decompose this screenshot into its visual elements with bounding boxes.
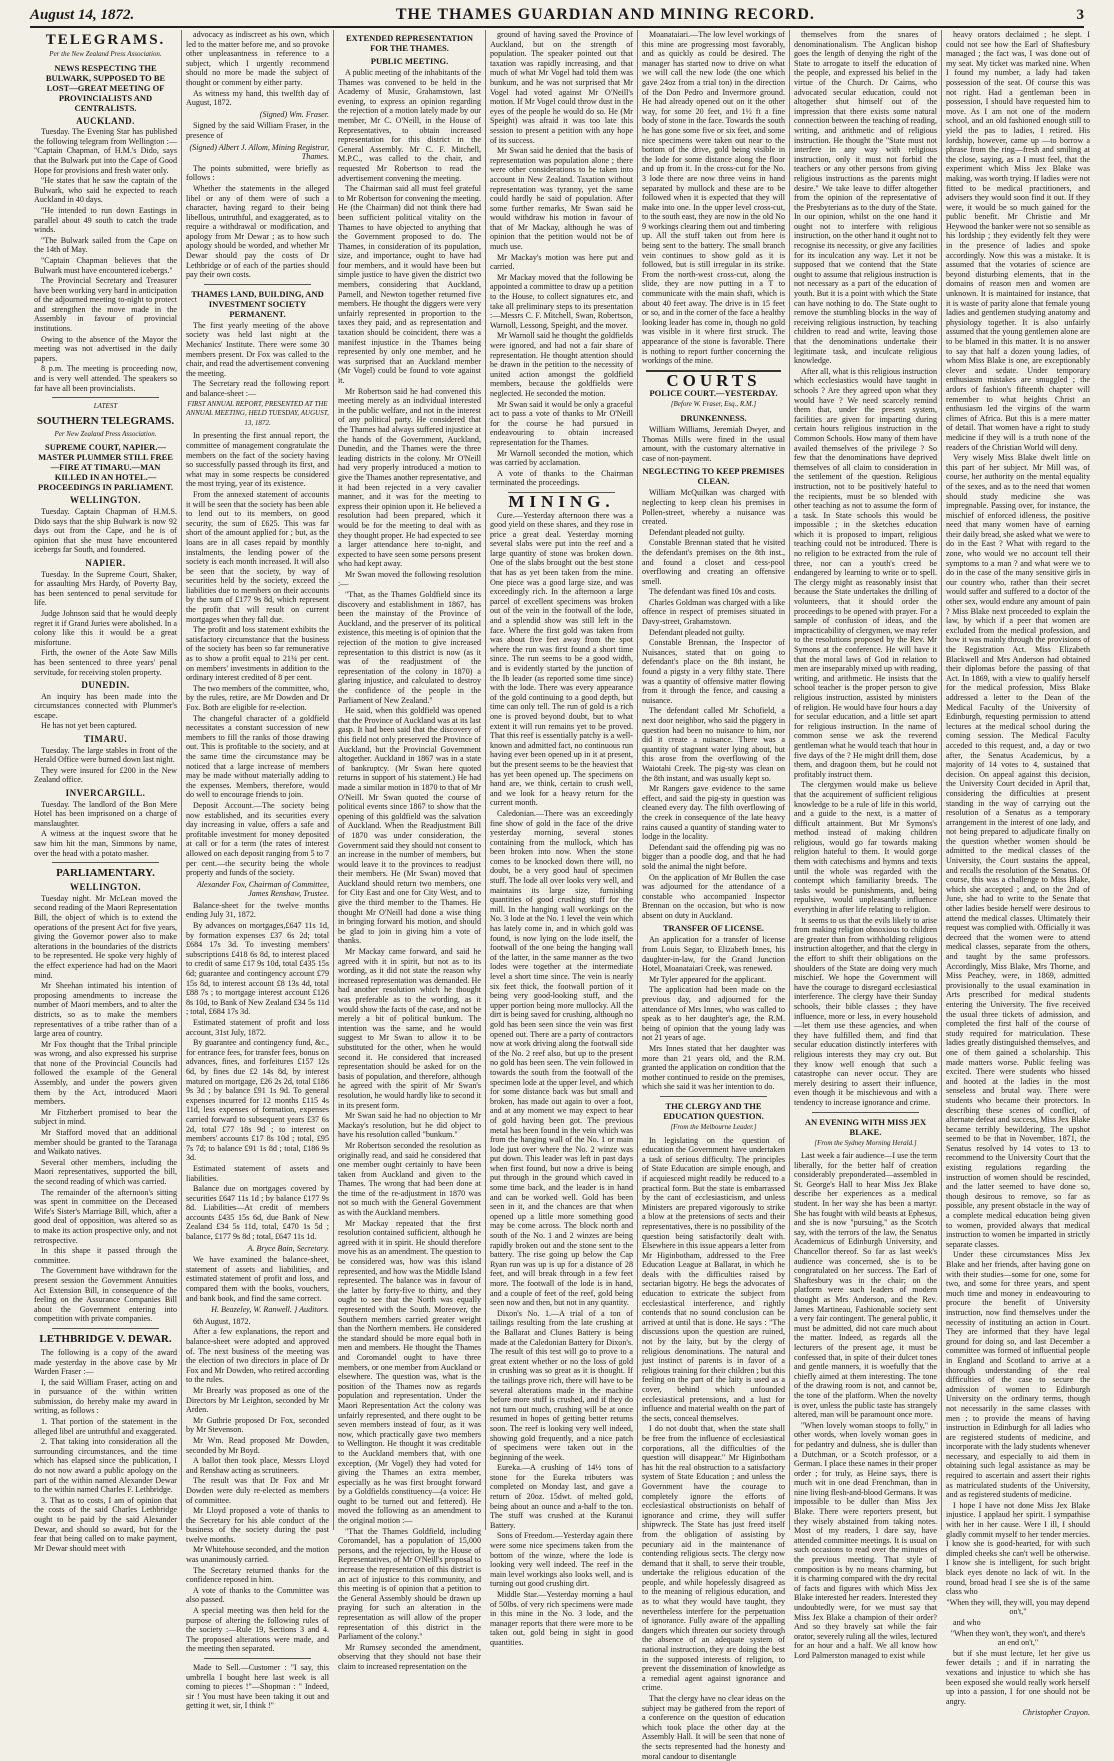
paragraph: but if she must lecture, let her give us fewer details ; and if in narrating the vexations and injustice to which she has been exposed she would really work herself up into a passion, I for one should not be angry. [946,1648,1090,1706]
paragraph: Mr Mackay came forward, and said he agreed with it in spirit, but not as to its wording, as it did not state the reason why increased representation was demanded. He had another resolution which he thought was preferable as to the wording, as it would show the facts of the case, and not be merely a bit of political bunkum. The intention was the same, and he would suggest to Mr Swan to allow it to be substituted for the other, when he would second it. He considered that increased representation should be asked for on the basis of population, and therefore, although he agreed with the spirit of Mr Swan's resolution, he would hardly like to second it in its present form. [338,947,481,1110]
divider [204,284,311,285]
paragraph: An inquiry has been made into the circumstances connected with Plummer's escape. [34,691,177,720]
paragraph: Estimated statement of assets and liabilities. [186,1163,329,1183]
paragraph: Last week a fair audience—I use the term liberally, for the better half of creation considerably preponderated—assembled in St. George's Hall to hear Miss Jex Blake describe her experiences as a medical student. In her way she has been a martyr. She has fought with wild beasts at Ephesus, and she is now "pursuing," as the Scotch say, with the terrors of the law, the Senatus Academicus of Edinburgh University, and Chancellor thereof. So far as last week's audience was concerned, she is to be congratulated on her success. The Earl of Shaftesbury was in the chair; on the platform were such leaders of modern thought as Mrs Anderson, and the Rev. James Martineau, Fashionable society sent a very fair contingent. The general public, it must be admitted, did not care much about the matter. Indeed, as regards all the lecturers of the present age, it must be confessed that, in spite of their dulcet tones and gentle manners, it is woefully that the chiefly aimed at them interesting. The tone of the drawing room is not, and cannot be, the tone of the platform. When the novelty is over, unless the public taste has strangely altered, man will be paramount once more. [794,1151,937,1420]
divider [660,1096,767,1097]
paragraph: They were insured for £200 in the New Zealand office. [34,765,177,785]
paragraph: The defendant was fined 10s and costs. [649,587,776,597]
paragraph: Eureka.—A crushing of 14½ tons of stone for the Eureka tributers was completed on Monday last, and gave a return of 20oz. 15dwt. of melted gold, being about an ounce and a-half to the ton. The stuff was crushed at the Kuranui Battery. [490,1463,633,1530]
paragraph: We have examined the balance-sheet, statement of assets and liabilities, and estimated statement of profit and loss, and compared them with the books, vouchers, and bank book, and find the same correct. [186,1255,329,1303]
paragraph: After a few explanations, the report and balance-sheet were adopted and approved of. The next business of the meeting was the election of two directors in place of Dr Fox and Mr Dowden, who retired according to the rules. [186,1327,329,1385]
paragraph: The application had been made on the previous day, and adjourned for the attendance of Mrs Innes, who was called to speak as to her daughter's age, the R.M. being of opinion that the young lady was not 21 years of age. [642,985,785,1043]
paragraph: He has not yet been captured. [41,721,137,731]
paragraph: Mr Warnoll said he thought the goldfields were ignored, and had not a fair share of representation. He thought attention should be drawn in the petition to the necessity of united action amongst the goldfield members, because the goldfields were neglected. He seconded the motion. [490,331,633,398]
paragraph: themselves from the snares of denominationalism. The Anglican bishop goes the length of denying the right of the State to arrogate to itself the education of the people, and expressed his belief in the virtue of the Church. Dr Cairns, who advocated secular education, could not altogether shut himself out of the impression that there exists some natural connection between the teaching of reading, writing, and arithmetic and of religious instruction. He thought the "State must not interfere in any way with religious instruction, only it must not forbid the teachers or any other persons from giving religious instructions as the parents might desire." We take leave to differ altogether from the opinion of the representative of the Presbyterians as to the duty of the State. In our opinion, whilst on the one hand it ought not to interfere with religious instruction, on the other hand it ought not to recognise its necessity, or give any facilities for its inculcation any way. Let it not be supposed that we contend that the State ought to assume that religious instruction is not necessary as a part of the education of youth. But it is a point with which the State can have nothing to do. The State ought to remove the stumbling blocks in the way of receiving religious instruction, by teaching children to read and write, leaving those that the denominations undertake their legitimate task, and inculcate religious knowledge. [794,30,937,366]
paragraph: 3. That as to costs, I am of opinion that the costs of the said Charles Lethbridge ought to be paid by the said Alexander Dewar, and should so award, but for the fear that being called on to make payment, Mr Dewar should meet with [34,1495,177,1553]
paragraph: Owing to the absence of the Mayor the meeting was not advertised in the daily papers. [34,334,177,363]
issue-date: August 14, 1872. [30,6,135,23]
section-heading-mining: MINING. [508,491,615,511]
signature: Alexander Fox, Chairman of Committee, James Renshaw, Trustee. [196,879,329,899]
paragraph: advocacy as indiscreet as his own, which led to the matter before me, and so provoke other unpleasantness in reference to a subject, which I urgently recommend should no more be made the subject of thought or comment by either party. [186,30,329,87]
divider [52,1328,159,1329]
divider [52,397,159,398]
column-7 [942,30,1094,1718]
paragraph: From the annexed statement of accounts it will be seen that the society has been able to lend out to its members, on good security, the sum of £625. This was far short of the amount applied for ; but, as the loans are in all cases repaid by monthly instalments, the lending power of the society is each month increased. It will also be seen that the society, by way of securities held by the society, exceed the liabilities due to members on their accounts by the sum of £177 9s 8d, which represent the profit that will result on current mortgages when they fall due. [186,489,329,624]
paragraph: Mr Rangers gave evidence to the same effect, and said the pig-sty in question was cleaned every day. The filth overflowing of the creek in consequence of the late heavy rains caused a quantity of standing water to lodge in the locality. [642,784,785,842]
paragraph: The following is a copy of the award made yesterday in the above case by Mr Warden Fraser :— [34,1347,177,1377]
paragraph: Mr Stafford moved that an additional member should be granted to the Taranaga and Waikato natives. [34,1128,177,1157]
paragraph: The first yearly meeting of the above society was held last night at the Mechanics' Institute. There were some 30 members present. Dr Fox was called to the chair, and read the advertisement convening the meeting. [186,320,329,378]
paragraph: Signed by the said William Fraser, in the presence of [186,121,329,140]
column-6 [790,30,942,1660]
paragraph: Middle Star.—Yesterday morning a haul of 50lbs. of very rich specimens were made in this mine in the No. 3 lode, and the manager reports that there were more to be taken out, gold being in sight in good quantities. [490,1590,633,1647]
paragraph: The Secretary returned thanks for the confidence reposed in him. [186,1565,329,1585]
section-heading-southern: SOUTHERN TELEGRAMS. [36,414,175,427]
paragraph: Mr Whitehouse seconded, and the motion was unanimously carried. [186,1545,329,1565]
paragraph: Mr Mackay moved that the following be appointed a committee to draw up a petition to the House, to collect signatures etc, and take all preliminary steps to its presentation :—Messrs C. F. Mitchell, Swan, Robertson, Warnoll, Lessong, Speight, and the mover. [490,272,633,330]
paragraph: The clergymen would make us believe that the acquirement of sufficient religious knowledge to be a rule of life in this world, and a guide to the next, is a matter of difficult attainment. But Mr Symons's method instead of making children religious, would go far towards making religion hateful to them. It would gorge them with catechisms and hymns and texts until the whole was regarded with the contempt which familiarity breeds. The tasks would be punishments, and, being repulsive, would unpleasantly influence everything in after life relating to religion. [794,780,937,915]
paragraph: I, the said William Fraser, acting on and in pursuance of the within written submission, do hereby make my award in writing, as follows : [34,1377,177,1416]
paragraph: By guarantee and contingency fund, &c., for entrance fees, for transfer fees, bonus on advances, fines, and forfeitures £157 12s 6d, by fines due £2 14s 8d, by interest matured on mortgage, £26 2s 2d, total £186 9s 3d ; by balance £91 1s 9d. To general expenses incurred for 12 months £115 4s 11d, less expenses of formation, expenses carried forward to subsequent years £37 6s 2d, total £77 18s 9d ; to interest on members' accounts £17 8s 10d ; total, £95 7s 7d; to balance £91 1s 8d ; total, £186 9s 3d. [186,1038,329,1163]
paragraph: A public meeting of the inhabitants of the Thames was convened to be held in the Academy of Music, Grahamstown, last evening, to express an opinion regarding the rejection of a motion lately made by our member, Mr C. O'Neill, in the House of Representatives, to obtain increased representation for this district in the General Assembly. Mr C. F. Mitchell, M.P.C., was called to the chair, and requested Mr Robertson to read the advertisement convening the meeting. [338,68,481,183]
paragraph: Dixon's No. 1.—A trial of a ton of tailings resulting from the late crushing at the Ballarat and Clunes Battery is being made at the Caledonian Battery for Dixon's. The result of this test will go to prove to a great extent whether or no the loss of gold in crushing was so great as it is thought. If the tailings prove rich, there will have to be several alterations made in the machine before more stuff is crushed, and if they do not turn out much, crushing will be at once resumed in hopes of getting better returns soon. The reef is looking very well indeed, showing gold frequently, and a nice patch of specimens were taken out in the beginning of the week. [490,1308,633,1462]
column-3 [334,30,486,1671]
paragraph: The Chairman said all must feel grateful to Mr Robertson for convening the meeting. He (the Chairman) did not think there had been sufficient political vitality on the Thames to have objected to anything that the Government proposed to do. The Thames, in consideration of its population, size, and importance, ought to have had four members, and it would have been but simple justice to have given the district two members, considering that Auckland, Parnell, and Newton together returned five members. He thought the diggers were very unfairly represented in proportion to the taxes they paid, and as representation and taxation should be coincident, there was a manifest injustice in the Thames being represented by only one member, and he was surprised that an Auckland member (Mr Vogel) could be found to vote against it. [338,184,481,385]
paragraph: Cure.—Yesterday afternoon there was a good yield on these shares, and they rose in price a great deal. Yesterday morning several slabs were put into the reef and a large quantity of stone was broken down. One of the slabs brought out the best stone that has as yet been taken from the mine. One piece was a good large size, and was exceedingly rich. In the afternoon a large parcel of excellent specimens was broken out of the vein in the footwall of the lode, and a splendid show was still left in the face. Where the first gold was taken from was about five feet away from the spot where the run was first found a short time since. The run seems to be a good width, and is evidently started by the junction of the Ib leader (as reported some time since) with the lode. There was every appearance of the gold continuing to a good depth, but time can only tell. The run of gold is a rich one is proved beyond doubt, but to what extent it will run remains yet to be proved. That this reef is essentially patchy is a well-known and admitted fact, no continuous run having ever been opened up in it at present, but the present seems to be the heaviest that has yet been opened up. The specimens on hand are, we think, certain to crush well, and we look for a heavy return for the current month. [490,510,633,808]
paragraph: On the application of Mr Bullen the case was adjourned for the attendance of a constable who accompanied Inspector Brennan on the occasion, but who is now absent on duty in Auckland. [642,872,785,920]
paragraph: Tuesday. The Evening Star has published the following telegram from Wellington :— "Captain Chapman, of H.M.'s Dido, says that the Bulwark put into the Cape of Good Hope for provisions and fresh water only. [34,127,177,175]
signature: A. Bryce Bain, Secretary. [247,1243,329,1253]
section-heading-courts: COURTS [666,370,761,390]
paragraph: Mr Robertson said he had convened this meeting merely as an individual interested in the public welfare, and not in the interest of any political party. He considered that the Thames had always suffered injustice at the hands of the Government, Auckland, Dunedin, and the Thames were the three leading districts in the colony. Mr O'Neill had very properly introduced a motion to give the Thames another representative, and it had been rejected in a very cavalier manner, and it was for the meeting to express their opinion upon it. He believed a resolution had been prepared, which it would be for the meeting to deal with as they thought proper. He had expected to see a larger attendance here to-night, and expected to have seen some persons present who had kept away. [338,386,481,569]
paragraph: Mr Swan moved the following resolution :— [338,569,481,589]
paragraph: Mrs Innes stated that her daughter was more than 21 years old, and the R.M. granted the application on condition that the mother continued to reside on the premises, which she said it was her intention to do. [642,1044,785,1092]
paragraph: A ballot then took place, Messrs Lloyd and Renshaw acting as scrutineers. [186,1456,329,1475]
paragraph: Mr Robertson seconded the resolution as originally read, and said he considered that one member ought certainly to have been taken from Auckland and given to the Thames. The wrong that had been done at the time of the re-adjustment in 1870 was not so much with the General Government as with the Auckland members. [338,1140,481,1218]
column-5 [638,30,790,1761]
press-credit: Per the New Zealand Press Association. [49,50,162,58]
case-heading: TRANSFER OF LICENSE. [663,923,764,934]
paragraph: The remainder of the afternoon's sitting was spent in committee on the Deceased Wife's Sister's Marriage Bill, which, after a good deal of opposition, was altered so as to make its action prospective only, and not retrospective. [34,1187,177,1245]
case-heading: DRUNKENNESS. [680,412,747,423]
paragraph: ground of having saved the Province of Auckland, but on the strength of population. The speaker pointed out that taxation was rapidly increasing, and that much of what Mr Vogel had told them was bunkum, and he was not surprised that Mr Vogel had voted against Mr O'Neill's motion. If Mr Vogel could throw dust in the eyes of the people he would do so. He (Mr Speight) was afraid it was too late this session to present a petition with any hope of its success. [490,30,633,145]
column-1 [30,30,182,1553]
signature: (Signed) Wm. Fraser. [259,109,329,119]
paragraph: Charles Goldman was charged with a like offence in respect of premises situated in Davy-street, Grahamstown. [642,597,785,627]
paragraph: In legislating on the question of education the Government have undertaken a task of serious difficulty. The principles of State Education are simple enough, and if acquiesced might readily be reduced to a practical form. But the state is embarrassed by the cant of ecclesiasticism, and unless Ministers are prepared vigorously to strike a blow at the pretensions of sects and their representatives, there is no possibility of the question being satisfactorily dealt with. Elsewhere in this issue appears a letter from Mr Higinbotham, addressed to the Free Education League at Ballarat, in which he deals with the difficulties raised by sectarian bigotry. He begs the advocates of education to extricate the subject from ecclesiastical interference, and rightly contends that no sound conclusion can be arrived at until that is done. He says : "The discussions upon the question are ruined, not by the laity, but by the clergy of religious denominations. The natural and just instinct of parents is in favor of a religious training for their children ; but this feeling on the part of the laity is used as a cover, behind which unfounded ecclesiastical pretensions, and a lust for influence and material wealth on the part of the sects, conceal themselves. [642,1135,785,1423]
signature: (Signed) Albert J. Allom, Mining Registrar, Thames. [189,142,329,162]
paragraph: 1. That portion of the statement in the alleged libel are untruthful and exaggerated. [34,1417,177,1436]
divider [812,1112,919,1113]
paragraph: Mr Sheehan intimated his intention of proposing amendments to increase the number of Maori members, and to alter the districts, so as to make the members representatives of a tribe rather than of a large area of country. [34,981,177,1039]
paragraph: 6th August, 1872. [193,1316,251,1326]
paragraph: "He intended to run down Eastings in parallel about 49 south to catch the trade winds. [34,205,177,235]
paragraph: Firth, the owner of the Aote Saw Mills has been sentenced to three years' penal servitude, for receiving stolen property. [34,648,177,677]
paragraph: Mr Lloyd proposed a vote of thanks to the Secretary for his able conduct of the business of the society during the past twelve months. [186,1506,329,1544]
column-4 [486,30,638,1647]
paragraph: In presenting the first annual report, the committee of management congratulate the members on the fact of the society having so successfully passed through its first, and what may in some respects be considered the most trying, year of its existence. [186,431,329,489]
case-heading: NEGLECTING TO KEEP PREMISES CLEAN. [642,466,785,487]
page-number: 3 [1076,6,1084,23]
paragraph: Constable Brennan, the Inspector of Nuisances, stated that on going to defendant's place on the 8th instant, he found a pigsty in a very filthy state. There was a quantity of offensive matter flowing from it through the fence, and causing a nuisance. [642,638,785,705]
paragraph: 2. That taking into consideration all the surrounding circumstances, and the time which has elapsed since the publication, I do not now award a public apology on the part of the within named Alexander Dewar to the within named Charles F. Lethbridge. [34,1437,177,1495]
article-headline: THE CLERGY AND THE EDUCATION QUESTION. [663,1100,764,1121]
paragraph: Whether the statements in the alleged libel or any of them were of such a character, having regard to their being libellous, untruthful, and exaggerated, as to require a withdrawal or modification, and apology from Mr Dewar ; as to how such apology should be worded, and whether Mr Dewar should pay the costs of Dr Lethbridge or of each of the parties should pay their own costs. [186,183,329,280]
dateline: AUCKLAND. [76,115,135,126]
paragraph: Tuesday. The large stables in front of the Herald Office were burned down last night. [34,745,177,765]
paragraph: Defendant pleaded not guilty. [649,527,745,537]
paragraph: Deposit Account.—The society being now established, and its securities every day increasing in value, offers a safe and profitable investment for money deposited at call or for a term (the rates of interest allowed on each deposit ranging from 5 to 7 per cent.—the security being the whole property and funds of the society. [186,800,329,878]
paragraph: Mr Swan said he had no objection to Mr Mackay's resolution, but he did object to have his resolution called "bunkum." [338,1111,481,1140]
article-headline: SUPREME COURT, NAPIER.—MASTER PLUMMER STILL FREE—FIRE AT TIMARU.—MAN KILLED IN AN HOTEL.—PROCEEDINGS IN PARLIAMENT. [38,442,173,493]
paragraph: The points submitted, were briefly as follows : [186,163,329,183]
paragraph: A special meeting was then held for the purpose of altering the following rules of the society :—Rule 19, Sections 3 and 4. The proposed alterations were made, and the meeting then separated. [186,1606,329,1654]
author-signature: Christopher Crayon. [1022,1708,1090,1718]
paragraph: 8 p.m. The meeting is proceeding now, and is very well attended. The speakers so far have all been provincialists. [34,364,177,393]
article-headline: AN EVENING WITH MISS JEX BLAKE. [804,1116,927,1137]
dateline: TIMARU. [83,734,128,745]
paragraph: Mr Mackay repeated that the first resolution contained sufficient, although he agreed with it in spirit. He should therefore move his as an amendment. The question to be considered was, how was this island represented, and how was the Middle Island represented. The balance was in favour of the latter by forty-five to thirty, and they ought to see that the North was equally represented with the South. Moreover, the Southern members carried greater weight than the Northern members. He considered the standard should be more equal both in men and members. He thought the Thames and Coromandel ought to have three members, or one member from Auckland or elsewhere. The question was, what is the position of the Thames now as regards population and representation. Under the Maori Representation Act the colony was unfairly represented, and there ought to be seven members instead of four, as it was now, which practically gave two members to Wellington. He thought it was creditable to the Auckland members that, with one exception, (Mr Vogel) they had voted for giving the Thames an extra member, especially as he was first brought forward by a Goldfields constituency—(a voice: He ought to be turned out and fettered). He moved the following as an amendment to the original motion :— [338,1218,481,1526]
section-heading-parliamentary: PARLIAMENTARY. [56,867,155,880]
column-2 [182,30,334,1711]
newspaper-title: THE THAMES GUARDIAN AND MINING RECORD. [395,6,815,23]
paragraph: Tuesday. The landlord of the Bon Mere Hotel has been imprisoned on a charge of manslaughter. [34,799,177,828]
article-source: [From the Sydney Morning Herald.] [814,1138,917,1147]
paragraph: Balance due on mortgages covered by securities £647 11s 1d ; by balance £177 9s 8d. Liabilities—At credit of members accounts £435 15s 6d, due Bank of New Zealand £34 5s 11d, total, £470 1s 5d ; balance, £177 9s 8d ; total, £647 11s 1d. [186,1184,329,1242]
paragraph: In this shape it passed through the committee. [34,1246,177,1265]
paragraph: An application for a transfer of license from Louis Segar, to Elizabeth Innes, his daughter-in-law, for the Grand Junction Hotel, Moanataiari Creek, was renewed. [642,935,785,974]
paragraph: A vote of thanks to the Chairman terminated the proceedings. [490,468,633,488]
paragraph: The profit and loss statement exhibits the satisfactory circumstance that the business of the society has been so far remunerative as to show a profit equal to 21¼ per cent. on members' investments in addition to the ordinary interest credited of 8 per cent. [186,625,329,683]
paragraph: "That the Thames Goldfield, including Coromandel, has a population of 15,000 persons, and the rejection, by the House of Representatives, of Mr O'Neill's proposal to increase the representation of this district is an act of injustice to this community, and this meeting is of opinion that a petition to the General Assembly should be drawn up praying for such an alteration in the representation as will allow of the proper representation of this district in the Parliament of the colony." [338,1526,481,1642]
paragraph: A vote of thanks to the Committee was also passed. [186,1585,329,1605]
paragraph: Mr Brearly was proposed as one of the Directors by Mr Leighton, seconded by Mr Arden. [186,1385,329,1415]
article-headline: THAMES LAND, BUILDING, AND INVESTMENT SOCIETY PERMANENT. [191,288,324,319]
article-headline: EXTENDED REPRESENTATION FOR THE THAMES. [346,33,473,53]
dateline: WELLINGTON. [69,495,142,506]
paragraph: That the clergy have no clear ideas on the subject may be gathered from the report of a conference on the question of education which took place the other day at the Assembly Hall. It will be seen that none of the sects represented had the honesty and moral candour to disentangle [642,1694,785,1761]
paragraph: The result was that Dr Fox and Mr Dowden were duly re-elected as members of committee. [186,1476,329,1505]
paragraph: I hope I have not done Miss Jex Blake injustice. I applaud her spirit. I sympathise with her in her cause. Were I ill, I should gladly commit myself to her tender mercies. I know she is good-hearted, for with such dimpled cheeks she can't well be otherwise. I know she is intelligent, for such bright black eyes denote no lack of wit. In the round, broad head I see she is of the same class who [946,1500,1090,1597]
paragraph: The defendant called Mr Schofield, a next door neighbor, who said the piggery in question had been no nuisance to him, nor did it create a nuisance. There was a quantity of stagnant water lying about, but this arose from the overflowing of the Waiotahi Creek. The pig-sty was clean on the 8th instant, and was usually kept so. [642,706,785,783]
section-heading-lethbridge: LETHBRIDGE V. DEWAR. [39,1332,172,1345]
paragraph: "When lovely woman stoops to folly," in other words, when lovely woman goes in for pedantry and dulness, she is duller than a Dutchman, or a Scotch professor, or a German. I place these names in their proper order ; for truly, as Heine says, there is much wit in one dead Frenchman, than in nine living flesh-and-blood Germans. It was impossible to be duller than Miss Jex Blake. There were reporters present, but they wisely abstained from taking notes. Most of my readers, I dare say, have attended committee meetings. It is usual on such occasions to read over the minutes of the previous meeting. That style of composition is by no means charming, but it is charming compared with the dry recital of facts and figures with which Miss Jex Blake interested her readers. Interested they undoubtedly were, for we must say that Miss Jex Blake a champion of their order? And so they bravely sat while the fair orator, severely ruling all the wiles, lectured for an hour and a half. We all know how Lord Palmerston managed to exist while [794,1420,937,1660]
latest-label: LATEST [93,402,118,411]
paragraph: After all, what is this religious instruction which ecclesiastics would have taught in schools ? Are they agreed upon what they would have ? We need scarcely remind them that, under the present system, facilities are given for imparting during certain hours religious instruction in the Common Schools. How many of them have availed themselves of the privilege ? So few that the denominations have deprived themselves of all claim to consideration in the settlement of the question. Religious instruction, not to be positively hateful to the recipients, must be so blended with other teaching as not to assume the form of a task. In State schools this would be impossible ; in the sketches education which it is proposed to impart, religious teaching could not be introduced. There is no religion to be extracted from the rule of three, nor can a youth's creed be endangered by learning to write or to spell. The clergy might as reasonably insist that because the State undertakes the drilling of volunteers, that it should order the proceedings to be opened with prayer. For a sample of confusion of ideas, and the impracticability of clergymen, we may refer to the resolutions proposed by the Rev. Mr Symons at the conference. He will have it that the moral laws of God in relation to men are inseparably mixed up with reading, writing, and arithmetic. He insists that the school teacher is the proper person to give religious instruction, assisted by ministers of religion. He would have four hours a day for secular education, and a little set apart for religious instruction. In the name of common sense we ask the reverend gentleman what he would teach that hour in five days of the ? He might drill them, dose them, and dragoon them, but he could not profitably instruct them. [794,366,937,779]
paragraph: Balance-sheet for the twelve months ending July 31, 1872. [186,900,329,920]
paragraph: Defendant said the offending pig was no bigger than a poodle dog, and that he had sold the animal the night before. [642,842,785,871]
press-credit: Per New Zealand Press Association. [54,429,157,438]
paragraph: The Provincial Secretary and Treasurer have been working very hard in anticipation of the adjourned meeting to-night to protect and strengthen the move made in the Assembly in favour of provincial institutions. [34,276,177,334]
paragraph: Mr Mackay's motion was here put and carried. [490,252,633,272]
paragraph: Mr Rumsey seconded the amendment, observing that they should not base their claim to increased representation on the [338,1642,481,1671]
paragraph: By advances on mortgages,£647 11s 1d, by formation expenses £37 6s 2d; total £684 17s 3d. To investing members' subscriptions £418 6s 8d, to interest placed to credit of same £17 9s 10d, total £435 15s 6d; guarantee and contingency account £79 15s 8d, to interest account £8 13s 4d, total £88 7s ; to mortgage interest account £126 8s 10d, to Bank of New Zealand £34 5s 11d ; total, £684 17s 3d. [186,921,329,1017]
masthead [30,4,1084,28]
article-subheadline: PUBLIC MEETING. [370,56,449,66]
divider [204,1658,311,1659]
paragraph: Constable Brennan stated that he visited the defendant's premises on the 8th inst., and found a closet and cess-pool overflowing and creating an offensive smell. [642,538,785,586]
paragraph: Mr Swan said it would be only a graceful act to pass a vote of thanks to Mr O'Neill for the course he had pursued in endeavouring to obtain increased representation for the Thames. [490,399,633,447]
columns [30,30,1094,1761]
paragraph: Tuesday. In the Supreme Court, Shaker, for assaulting Mrs Hardy, of Poverty Bay, has been sentenced to penal servitude for life. [34,569,177,608]
court-heading: POLICE COURT.—YESTERDAY. [649,388,778,399]
article-headline: NEWS RESPECTING THE BULWARK, SUPPOSED TO BE LOST—GREAT MEETING OF PROVINCIALISTS AND CENTRALISTS. [45,62,166,113]
paragraph: Mr Tyler appeared for the applicant. [649,974,767,984]
paragraph: A witness at the inquest swore that he saw him hit the man, Simmons by name, over the head with a potato masher. [34,829,177,858]
paragraph: Mr Guthrie proposed Dr Fox, seconded by Mr Stevenson. [186,1415,329,1435]
divider [52,862,159,863]
paragraph: Judge Johnson said that he would deeply regret it if Grand Juries were abolished. In a colony like this it would be a great misfortune. [34,608,177,647]
paragraph: Mr Swan said he denied that the basis of representation was population alone ; there were other considerations to be taken into account in New Zealand. Taxation without representation was tyranny, yet the same could hardly be said of population. After some further remarks, Mr Swan said he would withdraw his motion in favour of that of Mr Mackay, although he was of opinion that the petition would not be of much use. [490,146,633,252]
paragraph: William McQuilkan was charged with neglecting to keep clean his premises in Pollen-street, whereby a nuisance was created. [642,488,785,527]
paragraph: It seems to us that the evils likely to arise from making religion obnoxious to children are greater than from withholding religious instruction altogether, and that the clergy in the effort to shift their obligations on the shoulders of the State are doing very much mischief. We hope the Government will have the courage to disregard ecclesiastical interference. The clergy have their Sunday schools, their bible classes ; they have influence, more or less, in every household—let them use these agencies, and when they have fulfilled them, and find that secular education distinctly interferes with religious interests they may cry out. But they know well enough that such a catastrophe can never occur. They are merely desiring to assert their influence, even though it be mischievous and with a tendency to increase ignorance and crime. [794,915,937,1107]
dateline: WELLINGTON. [69,882,142,893]
paragraph: Several other members, including the Maori representatives, supported the bill, the second reading of which was carried. [34,1157,177,1186]
paragraph: Very wisely Miss Blake dwelt little on this part of her subject. Mr Mill was, of course, her authority on the mental equality of the sexes, and as to the need that women should study medicine she was impregnable. Passing over, for instance, the mischief of enforced idleness, the positive need that many women have of earning their daily bread, she asked what we were to do in the East ? What with regard to the zone, who would we no account tell their symptoms to a man ? and what were we to do in the case of the many sensitive girls in our country who, rather than their secret would suffer and suffered to a doctor of the other sex, would endure any amount of pain ? Miss Blake next proceeded to explain the law, by which if a peer that women are excluded from the medical profession, and how it was mainly through the provisions of the Registration Act. Miss Elizabeth Blackwell and Mrs Anderson had obtained their diplomas before the passing of that Act. In 1869, with a view to qualify herself for the medical profession, Miss Blake addressed a letter to the Dean of the Medical Faculty of the University of Edinburgh, requesting permission to attend lectures at the medical school during the coming session. The Medical Faculty acceded to this request, and, a day or two after, the Senatus Academicus, by a majority of 14 votes to 4, sustained that decision. On appeal against this decision, the University Court decided in April that, considering the difficulties at present standing in the way of carrying out the resolution of a Senatus as a temporary arrangement in the interest of one lady, and not being prepared to adjudicate finally on the question whether women should be admitted to the medical classes of the University, the Court sustains the appeal, and recalls the resolution of the Senatus. Of course, this was a challenge to Miss Blake, which she accepted ; and, on the 2nd of June, she had to write to the Senate that other ladies beside herself were desirous to attend the medical classes. Ultimately their request was complied with. Officially it was decreed that the women were to attend medical classes, separate from the others, and taught by the same professors. Accordingly, Miss Blake, Mrs Thorne, and Miss Peachey, were, in 1869, admitted provisionally to the usual examination in Arts prescribed for medical students entering the University. The five received the usual three tickets of admission, and completed the first half of the course of study required for matriculation. These ladies greatly distinguished themselves, and one of them gained a scholarship. This made matters worse. Public feeling was excited. There were students who hissed and hooted at the ladies in the most senseless and brutal way. There were students who became their protectors. In describing these scenes of conflict, of alternate defeat and success, Miss Jex Blake became terribly bewildering. The upshot seemed to be that in November, 1871, the Senatus resolved by 14 votes to 13 to recommend to the University Court that the existing regulations regarding the instruction of women should be rescinded, and the latter seemed to have done so, though desirous to remove, so far as possible, any present obstacle in the way of a complete medical education being given to women, provided always that medical instruction to women be imparted in strictly separate classes. [946,453,1090,1249]
paragraph: Moanataiari.—The low level workings of this mine are progressing most favorably, and as quickly as could be desired. The manager has started now to drive on what we will call the new lode (the one which gave 24oz from a trial ton) in the direction of the Don Pedro and Invermore ground. He had already opened out on it the other way, for some 20 feet, and 1½ ft a fine body of stone in the face. Towards the south he has gone some five or six feet, and some nice specimens were taken out near to the bottom of the drive, gold being visible in the lode for some distance along the floor and up from it. In the cross-cut for the No. 3 lode there are now three veins in hand separated by mullock and these are to be followed when it is expected that they will make into one. In the upper level cross-cut, to the south east, they are now in the old No 9 workings clearing them out and timbering up. All the stuff taken out from here is being sent to the battery. The small branch vein continues to show gold as it is followed, but is still irregular in its strike. From the north-west cross-cut, along the slide, they are now putting in a T to communicate with the main shaft, which is about 40 feet away. The drive is in 15 feet or so, and in the corner of the face a healthy looking leader has come in, though no gold was visible in it where first struck. The appearance of the stone is favorable. There is nothing to report further concerning the workings of the mine. [642,30,785,366]
paragraph: The Secretary read the following report and balance-sheet :— [186,379,329,398]
paragraph: As witness my hand, this twelfth day of August, 1872. [186,88,329,108]
paragraph: William Williams, Jeremiah Dwyer, and Thomas Mills were fined in the usual amount, with the customary alternative in case of non-payment. [642,424,785,463]
paragraph: The two members of the committee, who, by the rules, retire, are Mr Dowden and Dr Fox. Both are eligible for re-election. [186,683,329,712]
dateline: INVERCARGILL. [65,788,146,799]
paragraph: Sons of Freedom.—Yesterday again there were some nice specimens taken from the bottom of the winze, where the lode is looking very well indeed. The reef in the main level workings also looks well, and is turning out good crushing dirt. [490,1531,633,1589]
paragraph: and who [953,1617,981,1627]
paragraph: Under these circumstances Miss Jex Blake and her friends, after having gone on with their studies—some for one, some for two, and some for three years, and spent much time and money in endeavouring to procure the benefit of University instruction, now find themselves under the necessity of instituting an action in Court. They are informed that they have legal ground for doing so, and last December a committee was formed of influential people in England and Scotland to arrive at a thorough understanding of the real difficulties of the case to secure the admission of women to Edinburgh University on the ordinary terms, though not necessarily in the same classes with men ; to provide the means of having instruction in Edinburgh for all ladies who are registered students of medicine, and incorporate with the lady students whenever necessary, and especially to aid them in obtaining such legal assistance as may be required to ascertain and assert their rights as matriculated students of the University, and as registered students of medicine. [946,1250,1090,1500]
verse-line: "When they will, they will, you may depend on't," [946,1597,1090,1617]
section-heading-telegrams: TELEGRAMS. [45,32,166,48]
paragraph: "The Bulwark sailed from the Cape on the 14th of May. [34,235,177,255]
dateline: NAPIER. [85,557,126,568]
paragraph: Mr Wm. Read proposed Mr Dowden, seconded by Mr Boyd. [186,1435,329,1455]
signature: H. Beazeley, W. Ranwell. } Auditors. [211,1305,329,1315]
paragraph: heavy orators declaimed ; he slept. I could not see how the Earl of Shaftesbury managed ; the fact was, I was done out of my seat. My ticket was marked nine. When I found my number, a lady had taken possession of the seat. Of course this was not right. Had a gentleman been in possession, I should have requested him to move. As I am not one of the modern school, and an old fashioned enough still to yield the pas to ladies, I retired. His lordship, however, came up —to borrow a phrase from the ring—fresh and smiling at the close, saying, as a I must feel, that the experiment which Miss Jex Blake was making, was worth trying. If ladies were not fitted to be medical practitioners, and advisers they would soon find it out. If they were, it would be so much gained for the public benefit. Mr Christie and Mr Heywood the banker were not so sensible as his lordship ; they evidently felt they were in the presence of ladies and spoke accordingly. Now this was a mistake. It is assumed that the votaries of science are beyond disturbing elements, that in the domains of reason men and women are unknown. It is maintained for instance, that it is waste of parity alone that female young ladies and gentlemen studying anatomy and physiology together. It is also unfairly assumed that the young gentlemen alone are to be blamed in this matter. It is no answer to say that half a dozen young ladies, of whom Miss Blake is one, are exceptionably clever and sedate. Under temporary enthusiasm mistakes are smuggled ; the ardors of fashion's fifteenth chapter will remember to what heights Christ an enthusiasm led the virgins of the warm climes of Africa. But this is a mere matter of detail. That women have a right to study medicine if they will is a truth none of the readers of the Christian World will deny. [946,30,1090,452]
court-before: [Before W. Fraser, Esq., R.M.] [670,400,757,409]
paragraph: Tuesday night. Mr McLean moved the second reading of the Maori Representation Bill, the object of which is to extend the operations of the present Act for five years, giving the Governor power also to make alterations in the boundaries of the districts to be represented. He spoke very highly of the effect experience had had on the Maori mind. [34,893,177,980]
verse-line: "When they won't, they won't, and there's an end on't," [950,1628,1086,1648]
paragraph: Mr Warnoll seconded the motion, which was carried by acclamation. [490,448,633,468]
paragraph: Mr Fox thought that the Tribal principle was wrong, and also expressed his surprise that none of the Provincial Councils had followed the example of the General Assembly, and under the powers given them by the Act, introduced Maori members. [34,1039,177,1107]
paragraph: Made to Sell.—Customer : "I say, this umbrella I bought here last week is all coming to pieces !"—Shopman : " Indeed, sir ! You must have been taking it out and getting it wet, sir, I think !" [186,1663,329,1711]
article-source: [From the Melbourne Leader.] [670,1122,757,1131]
paragraph: Estimated statement of profit and loss account, 31st July, 1872. [186,1018,329,1037]
paragraph: Mr Fitzherbert promised to bear the subject in mind. [34,1107,177,1127]
paragraph: Tuesday. Captain Chapman of H.M.S. Dido says that the ship Bulwark is now 92 days out from the Cape, and he is of opinion that she must have encountered icebergs far South, and foundered. [34,507,177,555]
paragraph: "Captain Chapman believes that the Bulwark must have encountered icebergs." [34,255,177,275]
paragraph: I do not doubt that, when the state shall be free from the influence of ecclesiastical corporations, all the difficulties of the question will disappear." Mr Higinbotham has hit the real obstruction to a satisfactory system of State Education ; and unless the Government have the courage to completely ignore the efforts of ecclesiastical obstructionists on behalf of ignorance and crime, they will suffer shipwreck. The State has just freed itself from the obligation of assisting by pecuniary aid in the maintenance of contending religious sects. The clergy now demand that it shall, to serve their trouble, undertake the religious education of the people, and while hopelessly disagreed as to the meaning of religious education, and as to what they would have taught, they nevertheless interfere for the perpetuation of ignorance. Fully aware of the appalling dangers which threaten our society through the absence of an adequate system of national instruction, they are doing the best in the supposed interests of religion, to prevent the dissemination of knowledge as a remedial agent against ignorance and crime. [642,1424,785,1693]
paragraph: He said, when this goldfield was opened that the Province of Auckland was at its last gasp. It had been said that the discovery of this field not only preserved the Province of Auckland, but the Provincial Government altogether. Auckland in 1867 was in a state of bankruptcy. (Mr Swan here quoted returns in support of his statement.) He had made a similar motion in 1870 to that of Mr O'Neill. Mr Swan quoted the course of political events since 1867 to show that the opening of this goldfield was the salvation of Auckland. When the Readjustment Bill of 1870 was under consideration, the Government said they should not consent to an increase in the number of members, but would leave it to the provinces to readjust their members. He (Mr Swan) moved that Auckland should return two members, one for City East and one for City West, and to give the third member to the Thames. He thought Mr O'Neill had done a wise thing in bringing forward his motion, and should be glad to join in giving him a vote of thanks. [338,706,481,946]
dateline: DUNEDIN. [81,680,130,691]
report-heading: FIRST ANNUAL REPORT, PRESENTED AT THE ANNUAL MEETING, HELD TUESDAY, AUGUST, 13, 1872. [186,399,329,427]
paragraph: The changeful character of a goldfield necessitates a constant succession of new members to fill the ranks of those drawing out. This is profitable to the society, and at the same time the circumstance may be noticed that a large increase of members may be made without materially adding to the expenses. Members, therefore, would do well to encourage friends to join. [186,713,329,800]
paragraph: "That, as the Thames Goldfield since its discovery and establishment in 1867, has been the mainstay of the Province of Auckland, and the preserver of its political existence, this meeting is of opinion that the rejection of the motion to give increased representation to this district is now (as it was of the readjustment of the representation of the colony in 1870) a glaring injustice, and calculated to destroy the confidence of the people in the Parliament of New Zealand." [338,590,481,705]
paragraph: Caledonian.—There was an exceedingly fine show of gold in the face of the drive yesterday morning, several stones containing from the mullock, which has been broken into now. When the stone comes to be knocked down there will, no doubt, be a very good haul of specimen stuff. The lode all over looks very well, and maintains its large size, furnishing quantities of good crushing stuff for the mill. In the hanging wall workings on the No. 3 lode at the No. 1 level the vein which has lately come in, and in which gold was found, is now lying on the lode itself, the footwall of the one being the hanging wall of the latter, in the same manner as the two lodes were together at the intermediate level a short time since. The vein is nearly six feet thick, the footwall portion of it being very good-looking stuff, and the upper portion being more mullocky. All the dirt is being saved for crushing, although no gold has been seen since the vein was first opened out. There are a party of contractors now at work driving along the footwall side of the No. 2 reef also, but up to the present no gold has been seen. The vein followed in towards the south from the footwall of the specimen lode at the upper level, and which for some distance back was but small and broken, has made out again to over a foot, and at any moment we may expect to hear of gold having been got. The previous metal has been found in the vein which was from the hanging wall of the No. 1 or main lode just over where the No. 2 winze was put down. This leader was left in past days when first found, but now a drive is being put through in the ground which caved in some time back, and the leader is in hand and can be worked well. Gold has been seen in it, and the chances are that when opened up a little more something good may be come across. The block north and south of the No. 1 and 2 winzes are being rapidly broken out and the stone sent to the battery. The rise going up below the Cap Ryan run was up is up for a distance of 28 feet, and will break through in a few feet more. The footwall of the lode is in hand, and a couple of feet of the reef, gold being seen now and then, but not in any quantity. [490,808,633,1308]
paragraph: The Government have withdrawn for the present session the Government Annuities Act Extension Bill, in consequence of the feeling on the Assurance Companies Bill about the Government entering into competition with private companies. [34,1266,177,1324]
paragraph: Defendant pleaded not guilty. [649,627,745,637]
paragraph: "He states that he saw the captain of the Bulwark, who said he expected to reach Auckland in 40 days. [34,176,177,205]
